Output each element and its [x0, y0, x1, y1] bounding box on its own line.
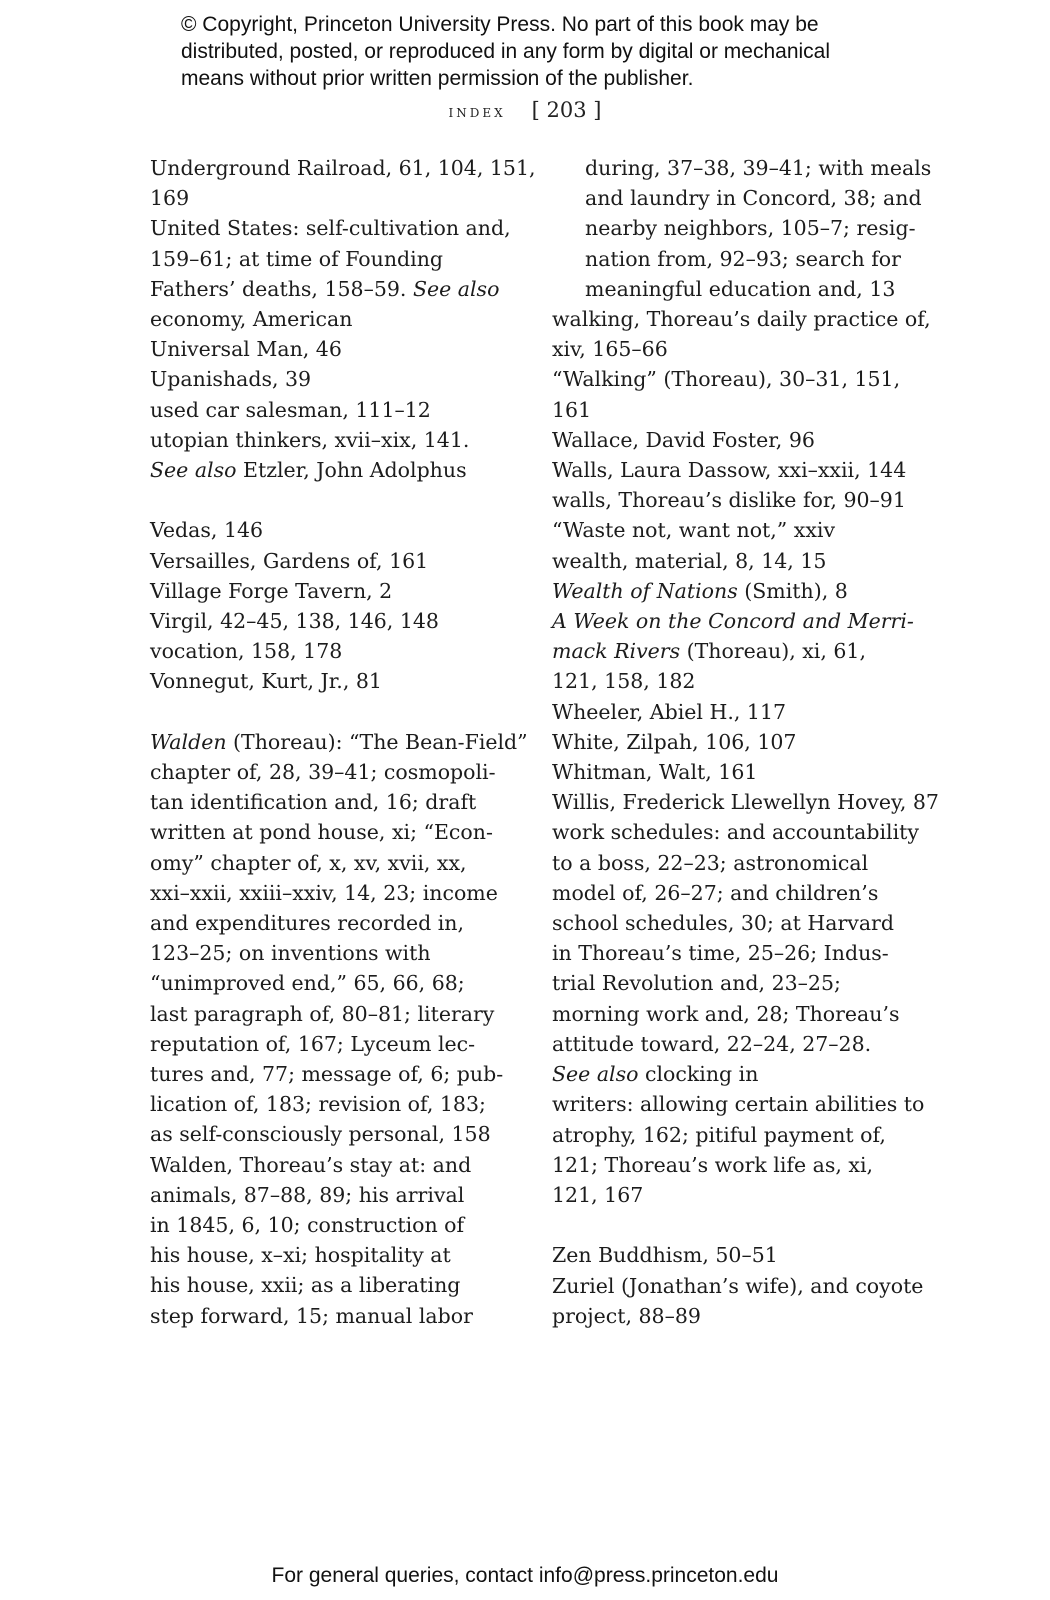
see-also: See also: [150, 458, 237, 483]
book-title: A Week on the Concord and Merri-: [552, 609, 914, 634]
book-title: mack Rivers: [552, 639, 681, 664]
index-entry: Walden, Thoreau’s stay at: and animals, 87–88, 89; his arrival in 1845, 6, 10; construction of his house, x–xi; hospitality at his house, xxii; as a liberating step forward, 15; manual labor: [150, 1152, 473, 1328]
see-also: See also: [552, 1062, 639, 1087]
index-entry: Vonnegut, Kurt, Jr., 81: [150, 669, 382, 694]
index-entry: used car salesman, 111–12: [150, 397, 431, 422]
index-entry: Universal Man, 46: [150, 337, 342, 362]
index-entry: work schedules: and accountability to a boss, 22–23; astronomical model of, 26–27; and children’s school schedules, 30; at Harvard in Thoreau’s time, 25–26; Indus- trial Revolution and, 23–25; morning work and, 28; Thoreau’s attitude toward, 22–24, 27–28. See also clocking in: [552, 820, 919, 1087]
letter-gap: [552, 1210, 917, 1240]
index-column-right: [552, 153, 939, 1331]
index-entry: wealth, material, 8, 14, 15: [552, 548, 827, 573]
running-head: [0, 96, 1050, 126]
index-entry: Walls, Laura Dassow, xxi–xxii, 144: [552, 458, 907, 483]
copyright-line: © Copyright, Princeton University Press. No part of this book may be: [181, 13, 819, 36]
index-entry: Walden (Thoreau): “The Bean-Field” chapter of, 28, 39–41; cosmopoli- tan identification and, 16; draft written at pond house, xi; “Econ- omy” chapter of, x, xv, xvii, xx, xxi–xxii, xxiii–xxiv, 14, 23; income and expenditures recorded in, 123–25; on inventions with “unimproved end,” 65, 66, 68; last paragraph of, 80–81; literary reputation of, 167; Lyceum lec- tures and, 77; message of, 6; pub- lication of, 183; revision of, 183; as self-consciously personal, 158: [150, 729, 528, 1147]
index-entry: walls, Thoreau’s dislike for, 90–91: [552, 488, 906, 513]
index-entry: White, Zilpah, 106, 107: [552, 729, 797, 754]
book-title: Walden: [150, 729, 227, 754]
index-entry: Zen Buddhism, 50–51: [552, 1243, 778, 1268]
index-entry: Vedas, 146: [150, 518, 264, 543]
index-entry: “Waste not, want not,” xxiv: [552, 518, 836, 543]
index-entry: Versailles, Gardens of, 161: [150, 548, 429, 573]
index-entry-continuation: during, 37–38, 39–41; with meals and laundry in Concord, 38; and nearby neighbors, 105–7; resig- nation from, 92–93; search for meaningful education and, 13: [585, 156, 932, 301]
index-entry: utopian thinkers, xvii–xix, 141. See also Etzler, John Adolphus: [150, 427, 470, 483]
letter-gap: [150, 697, 510, 727]
see-also: See also: [412, 276, 500, 301]
copyright-notice: [181, 11, 941, 92]
index-entry: Underground Railroad, 61, 104, 151, 169: [150, 156, 536, 211]
index-entry: walking, Thoreau’s daily practice of, xiv, 165–66: [552, 307, 931, 362]
book-title: Wealth of Nations: [552, 578, 738, 603]
index-entry: Willis, Frederick Llewellyn Hovey, 87: [552, 790, 939, 815]
index-entry: Upanishads, 39: [150, 367, 312, 392]
index-entry: Village Forge Tavern, 2: [150, 578, 393, 603]
index-entry: A Week on the Concord and Merri- mack Rivers (Thoreau), xi, 61, 121, 158, 182: [552, 609, 914, 694]
index-entry: Wallace, David Foster, 96: [552, 427, 815, 452]
index-entry: “Walking” (Thoreau), 30–31, 151, 161: [552, 367, 901, 422]
index-entry: Wealth of Nations (Smith), 8: [552, 578, 848, 603]
letter-gap: [150, 485, 510, 515]
index-entry: writers: allowing certain abilities to atrophy, 162; pitiful payment of, 121; Thoreau’s work life as, xi, 121, 167: [552, 1092, 925, 1207]
index-entry: vocation, 158, 178: [150, 639, 343, 664]
index-entry: United States: self-cultivation and, 159–61; at time of Founding Fathers’ deaths, 158–59. See also economy, American: [150, 216, 511, 332]
page-number: [ 203 ]: [531, 98, 602, 122]
running-head-label: index: [448, 102, 506, 122]
index-entry: Virgil, 42–45, 138, 146, 148: [150, 609, 439, 634]
index-column-left: [150, 153, 536, 1331]
footer-contact: For general queries, contact info@press.princeton.edu: [271, 1564, 779, 1587]
copyright-line: means without prior written permission of the publisher.: [181, 67, 694, 90]
copyright-line: distributed, posted, or reproduced in any form by digital or mechanical: [181, 40, 831, 63]
index-entry: Zuriel (Jonathan’s wife), and coyote project, 88–89: [552, 1273, 924, 1328]
index-entry: Whitman, Walt, 161: [552, 760, 758, 785]
index-entry: Wheeler, Abiel H., 117: [552, 699, 787, 724]
